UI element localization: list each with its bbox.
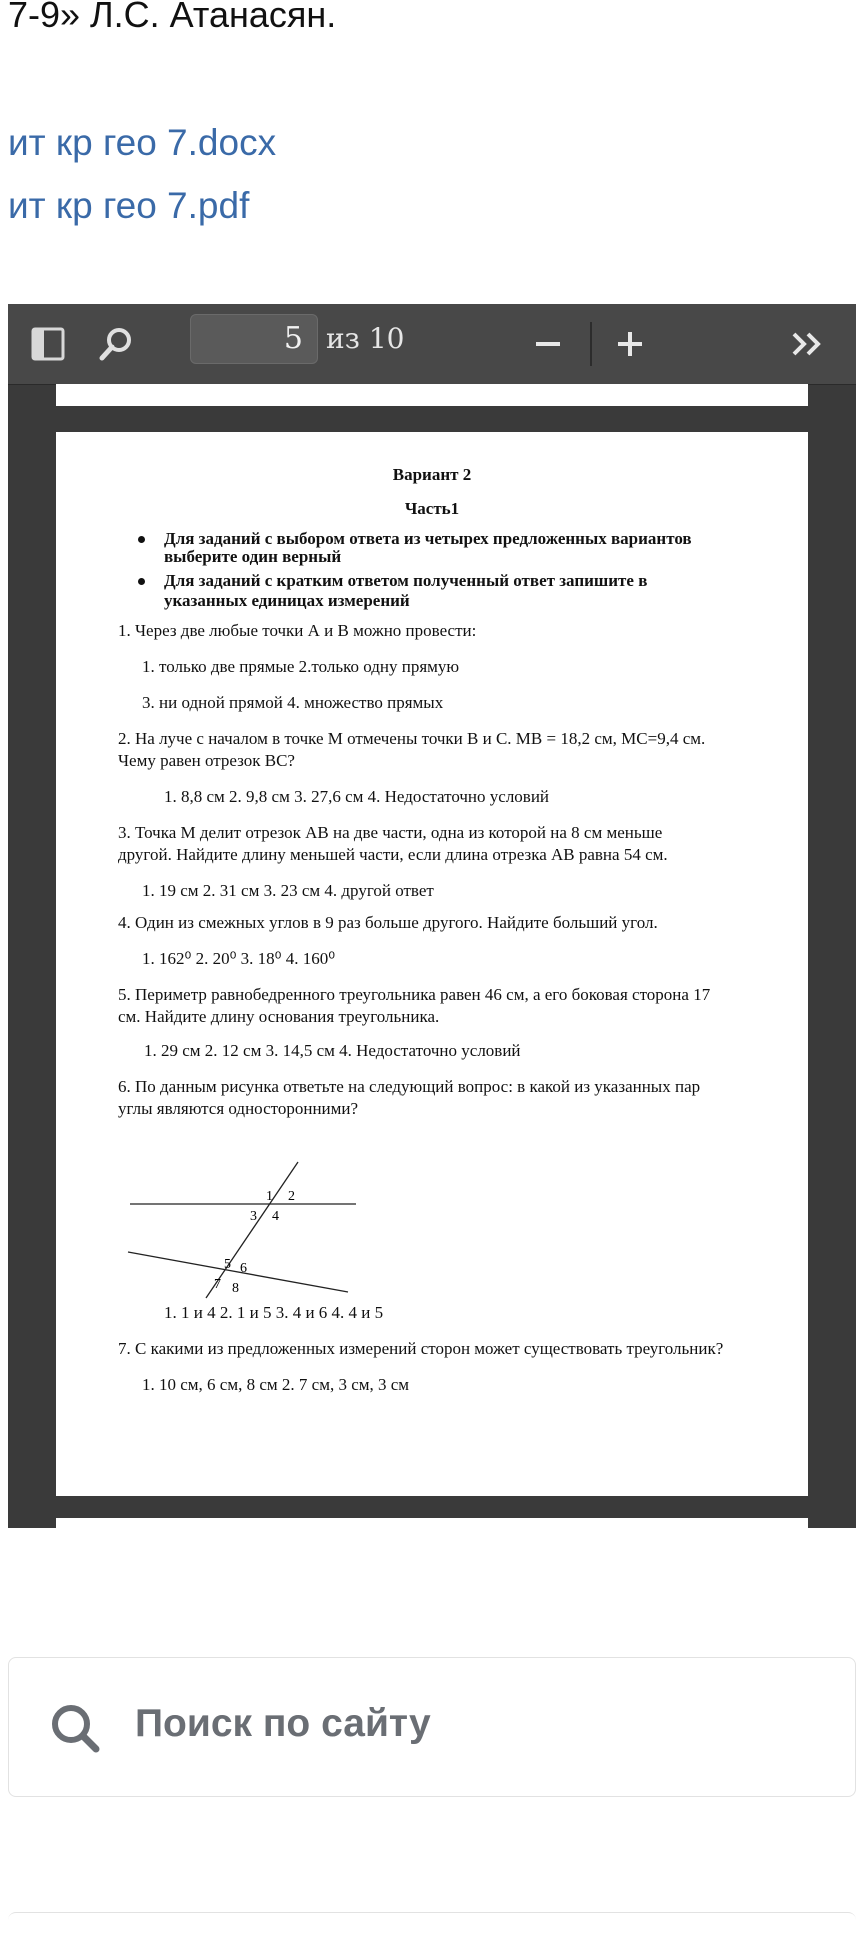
search-placeholder: Поиск по сайту (135, 1702, 431, 1745)
question-7: 7. С какими из предложенных измерений сторон может существовать треугольник? (118, 1339, 724, 1358)
question-2-answers: 1. 8,8 см 2. 9,8 см 3. 27,6 см 4. Недостаточно условий (164, 787, 550, 806)
question-3-line-2: другой. Найдите длину меньшей части, если длина отрезка AB равна 54 см. (118, 845, 668, 864)
question-5-line-2: см. Найдите длину основания треугольника. (118, 1007, 440, 1026)
pdf-file-link[interactable]: ит кр гео 7.pdf (8, 185, 250, 226)
page-heading-fragment: 7-9» Л.С. Атанасян. (8, 0, 337, 35)
search-icon (49, 1702, 101, 1754)
question-4-answers: 1. 162⁰ 2. 20⁰ 3. 18⁰ 4. 160⁰ (142, 949, 336, 968)
page-total-label: из 10 (326, 322, 405, 355)
site-search-box[interactable] (8, 1657, 856, 1797)
question-7-answers: 1. 10 см, 6 см, 8 см 2. 7 см, 3 см, 3 см (142, 1375, 410, 1394)
figure-label-6: 6 (240, 1261, 247, 1276)
parallel-lines-figure (126, 1152, 366, 1302)
zoom-in-icon[interactable] (610, 324, 650, 364)
next-page-edge (56, 1518, 808, 1528)
next-card-edge (8, 1912, 856, 1933)
figure-label-8: 8 (232, 1281, 239, 1296)
question-3-answers: 1. 19 см 2. 31 см 3. 23 см 4. другой ответ (142, 881, 434, 900)
tools-chevron-icon[interactable] (788, 324, 828, 364)
question-6-answers: 1. 1 и 4 2. 1 и 5 3. 4 и 6 4. 4 и 5 (164, 1303, 384, 1322)
question-1-answers-a: 1. только две прямые 2.только одну прямую (142, 657, 460, 676)
instruction-2-line-2: указанных единицах измерений (164, 591, 410, 610)
part-title: Часть1 (404, 499, 460, 518)
question-4: 4. Один из смежных углов в 9 раз больше другого. Найдите больший угол. (118, 913, 658, 932)
bullet-icon (138, 536, 145, 543)
bullet-icon (138, 578, 145, 585)
instruction-2-line-1: Для заданий с кратким ответом полученный ответ запишите в (164, 571, 648, 590)
question-5-line-1: 5. Периметр равнобедренного треугольника равен 46 см, а его боковая сторона 17 (118, 985, 711, 1004)
zoom-out-icon[interactable] (528, 324, 568, 364)
question-6-line-2: углы являются односторонними? (118, 1099, 359, 1118)
question-6-line-1: 6. По данным рисунка ответьте на следующий вопрос: в какой из указанных пар (118, 1077, 701, 1096)
figure-label-4: 4 (272, 1209, 279, 1224)
figure-label-1: 1 (266, 1189, 273, 1204)
question-2-line-2: Чему равен отрезок ВС? (118, 751, 295, 770)
question-2-line-1: 2. На луче с началом в точке М отмечены точки В и С. МВ = 18,2 см, МС=9,4 см. (118, 729, 706, 748)
figure-label-3: 3 (250, 1209, 257, 1224)
sidebar-toggle-icon[interactable] (28, 324, 68, 364)
figure-label-7: 7 (214, 1277, 221, 1292)
instruction-1-line-1: Для заданий с выбором ответа из четырех предложенных вариантов (164, 529, 692, 548)
page-number-input[interactable]: 5 (190, 314, 318, 364)
figure-label-5: 5 (224, 1257, 231, 1272)
variant-title: Вариант 2 (392, 465, 472, 484)
pdf-page (56, 432, 808, 1496)
question-1: 1. Через две любые точки А и В можно провести: (118, 621, 477, 640)
question-5-answers: 1. 29 см 2. 12 см 3. 14,5 см 4. Недостаточно условий (144, 1041, 521, 1060)
search-icon[interactable] (96, 324, 136, 364)
docx-file-link[interactable]: ит кр гео 7.docx (8, 122, 277, 163)
toolbar-separator (590, 322, 592, 366)
pdf-toolbar (8, 304, 856, 385)
question-1-answers-b: 3. ни одной прямой 4. множество прямых (142, 693, 444, 712)
previous-page-edge (56, 384, 808, 406)
figure-label-2: 2 (288, 1189, 295, 1204)
pdf-viewer (8, 304, 856, 1528)
instruction-1-line-2: выберите один верный (164, 547, 342, 566)
question-3-line-1: 3. Точка M делит отрезок AB на две части, одна из которой на 8 см меньше (118, 823, 663, 842)
